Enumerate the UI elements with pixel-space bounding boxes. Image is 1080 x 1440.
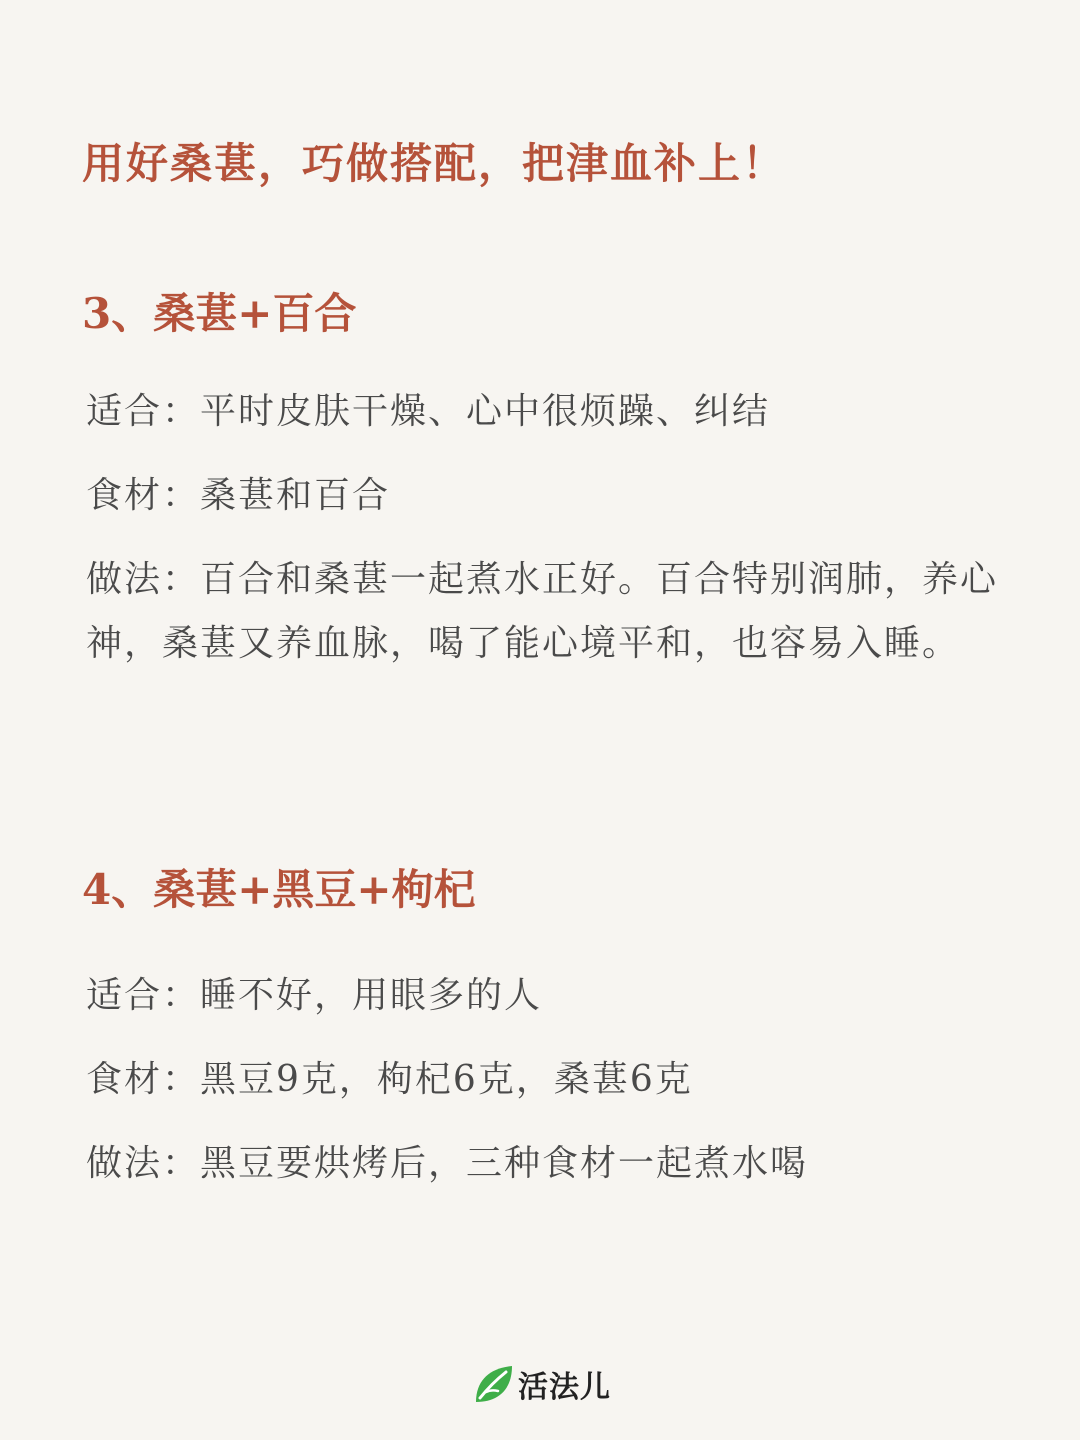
method-line-4	[86, 1132, 1006, 1196]
ingredients-label: 食材：	[86, 1059, 201, 1100]
ingredients-label: 食材：	[86, 475, 201, 516]
ingredients-text: 桑葚和百合	[200, 475, 391, 516]
footer-logo	[472, 1356, 611, 1412]
method-text: 百合和桑葚一起煮水正好。百合特别润肺，养心神，桑葚又养血脉，喝了能心境平和，也容易入睡。	[86, 559, 999, 664]
suit-line-3	[86, 380, 1006, 444]
brand-name: 活法儿	[518, 1370, 611, 1405]
ingredients-text: 黑豆9克，枸杞6克，桑葚6克	[200, 1059, 693, 1100]
method-text: 黑豆要烘烤后，三种食材一起煮水喝	[200, 1143, 809, 1184]
method-line-3	[86, 548, 1006, 676]
ingredients-line-4	[86, 1048, 1006, 1112]
method-label: 做法：	[86, 1143, 201, 1184]
method-label: 做法：	[86, 559, 201, 600]
suit-label: 适合：	[86, 391, 201, 432]
suit-label: 适合：	[86, 975, 201, 1016]
page-title: 用好桑葚，巧做搭配，把津血补上！	[82, 139, 787, 188]
section-heading-4: 4、桑葚+黑豆+枸杞	[82, 865, 476, 914]
suit-line-4	[86, 964, 1006, 1028]
green-leaf-icon	[472, 1362, 516, 1406]
section-heading-3: 3、桑葚+百合	[82, 289, 357, 338]
suit-text: 平时皮肤干燥、心中很烦躁、纠结	[200, 391, 771, 432]
ingredients-line-3	[86, 464, 1006, 528]
suit-text: 睡不好，用眼多的人	[200, 975, 543, 1016]
